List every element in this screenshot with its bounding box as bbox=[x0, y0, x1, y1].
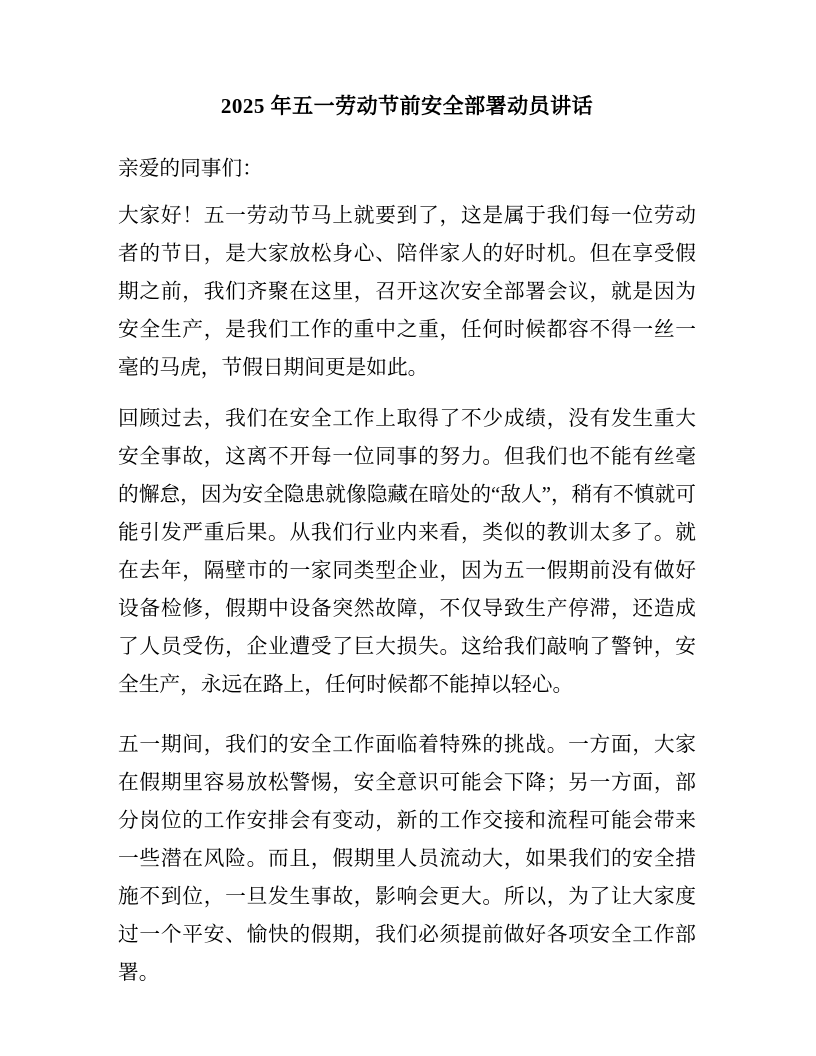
document-title: 2025 年五一劳动节前安全部署动员讲话 bbox=[220, 94, 594, 118]
paragraph-challenges: 五一期间，我们的安全工作面临着特殊的挑战。一方面，大家在假期里容易放松警惕，安全意识可能会下降；另一方面，部分岗位的工作安排会有变动，新的工作交接和流程可能会带来一些潜在风险。而且，假期里人员流动大，如果我们的安全措施不到位，一旦发生事故，影响会更大。所以，为了让大家度过一个平安、愉快的假期，我们必须提前做好各项安全工作部署。 bbox=[118, 734, 696, 984]
salutation-line: 亲爱的同事们： bbox=[118, 158, 263, 180]
paragraph-review: 回顾过去，我们在安全工作上取得了不少成绩，没有发生重大安全事故，这离不开每一位同事的努力。但我们也不能有丝毫的懈怠，因为安全隐患就像隐藏在暗处的“敌人”，稍有不慎就可能引发严重后果。从我们行业内来看，类似的教训太多了。就在去年，隔壁市的一家同类型企业，因为五一假期前没有做好设备检修，假期中设备突然故障，不仅导致生产停滞，还造成了人员受伤，企业遭受了巨大损失。这给我们敲响了警钟，安全生产，永远在路上，任何时候都不能掉以轻心。 bbox=[118, 408, 696, 696]
paragraph-opening: 大家好！五一劳动节马上就要到了，这是属于我们每一位劳动者的节日，是大家放松身心、陪伴家人的好时机。但在享受假期之前，我们齐聚在这里，召开这次安全部署会议，就是因为安全生产，是我们工作的重中之重，任何时候都容不得一丝一毫的马虎，节假日期间更是如此。 bbox=[118, 205, 696, 379]
